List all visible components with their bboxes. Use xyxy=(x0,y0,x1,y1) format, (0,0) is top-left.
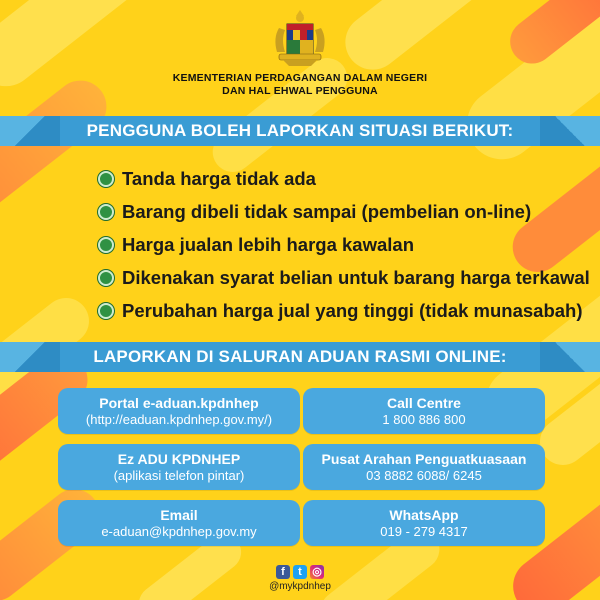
channel-whatsapp-button[interactable] xyxy=(303,500,545,546)
list-item xyxy=(98,228,590,261)
channel-ez-adu-button[interactable] xyxy=(58,444,300,490)
channel-title: Ez ADU KPDNHEP xyxy=(117,450,241,467)
section-heading-band xyxy=(0,342,600,372)
list-item xyxy=(98,261,590,294)
social-footer xyxy=(0,565,600,592)
channel-title: Portal e-aduan.kpdnhep xyxy=(99,394,259,411)
ministry-name xyxy=(0,72,600,98)
channel-value: e-aduan@kpdnhep.gov.my xyxy=(101,523,257,539)
band-corner-right xyxy=(540,342,600,372)
header xyxy=(0,8,600,98)
list-item-text: Harga jualan lebih harga kawalan xyxy=(122,233,414,255)
channel-title: WhatsApp xyxy=(389,506,459,523)
list-item-text: Tanda harga tidak ada xyxy=(122,167,316,189)
section-heading: LAPORKAN DI SALURAN ADUAN RASMI ONLINE: xyxy=(60,342,540,372)
ministry-name-line2: DAN HAL EHWAL PENGGUNA xyxy=(222,85,378,97)
section-heading-band xyxy=(0,116,600,146)
bullet-icon xyxy=(98,303,114,319)
channel-value: 03 8882 6088/ 6245 xyxy=(366,467,482,483)
bullet-icon xyxy=(98,171,114,187)
channel-value: 1 800 886 800 xyxy=(382,411,466,427)
coat-of-arms-logo xyxy=(265,8,335,70)
bullet-icon xyxy=(98,204,114,220)
list-item xyxy=(98,162,590,195)
section-heading: PENGGUNA BOLEH LAPORKAN SITUASI BERIKUT: xyxy=(60,116,540,146)
list-item-text: Perubahan harga jual yang tinggi (tidak munasabah) xyxy=(122,299,583,321)
list-item xyxy=(98,195,590,228)
band-corner-right xyxy=(540,116,600,146)
instagram-icon[interactable]: ◎ xyxy=(310,565,324,579)
list-item xyxy=(98,294,590,327)
channel-value: (aplikasi telefon pintar) xyxy=(113,467,245,483)
list-item-text: Barang dibeli tidak sampai (pembelian on-line) xyxy=(122,200,532,222)
bullet-icon xyxy=(98,270,114,286)
band-corner-left xyxy=(0,116,60,146)
channel-value: (http://eaduan.kpdnhep.gov.my/) xyxy=(85,411,273,427)
ministry-name-line1: KEMENTERIAN PERDAGANGAN DALAM NEGERI xyxy=(172,72,428,84)
social-handle[interactable]: @mykpdnhep xyxy=(269,581,331,592)
band-corner-left xyxy=(0,342,60,372)
channel-title: Email xyxy=(160,506,198,523)
channel-call-centre-button[interactable] xyxy=(303,388,545,434)
channel-title: Call Centre xyxy=(387,394,461,411)
channel-email-button[interactable] xyxy=(58,500,300,546)
channel-enforcement-button[interactable] xyxy=(303,444,545,490)
channel-portal-button[interactable] xyxy=(58,388,300,434)
list-item-text: Dikenakan syarat belian untuk barang harga terkawal xyxy=(122,266,590,288)
situation-list xyxy=(98,162,590,327)
twitter-icon[interactable]: t xyxy=(293,565,307,579)
social-icons xyxy=(0,565,600,579)
facebook-icon[interactable]: f xyxy=(276,565,290,579)
channel-title: Pusat Arahan Penguatkuasaan xyxy=(321,450,527,467)
bullet-icon xyxy=(98,237,114,253)
channel-value: 019 - 279 4317 xyxy=(380,523,468,539)
